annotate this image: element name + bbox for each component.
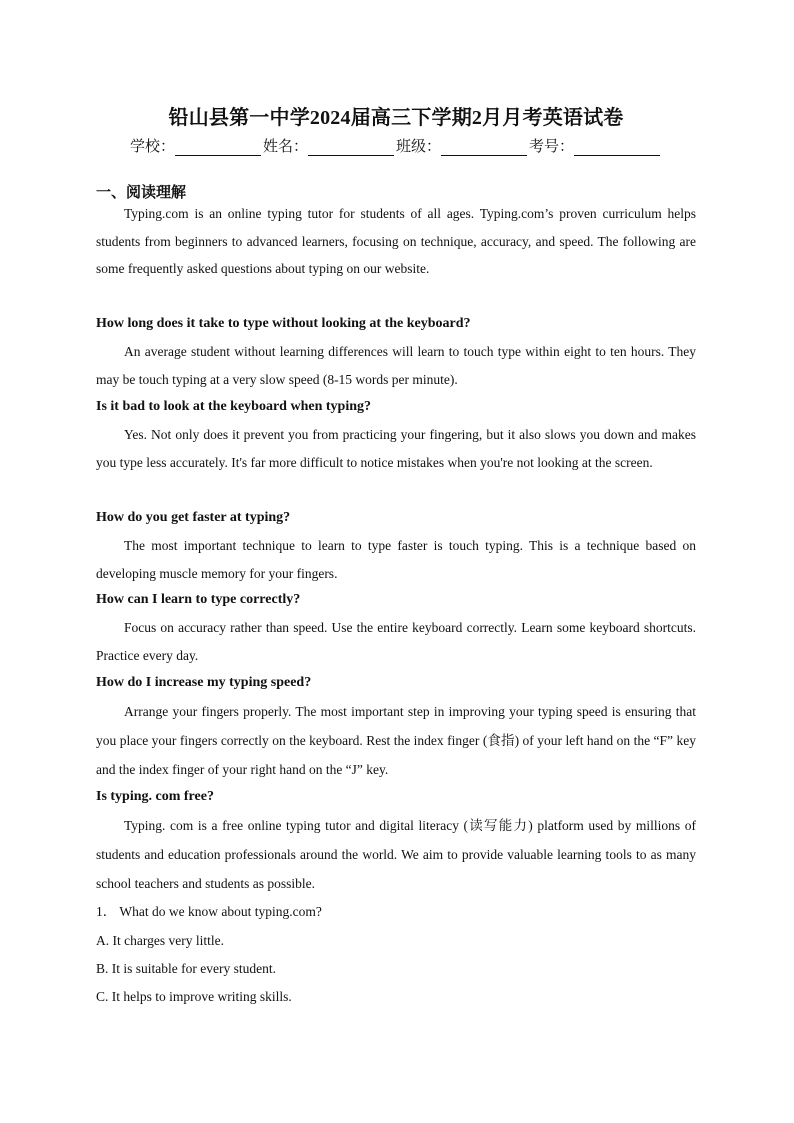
exam-title: 铅山县第一中学2024届高三下学期2月月考英语试卷 [168, 107, 624, 129]
passage-intro-block [96, 200, 696, 283]
school-label: 学校： [129, 139, 175, 155]
faq-answer: An average student without learning differences will learn to touch type within eight to ten hours. They may be touch typing at a very slow speed (8-15 words per minute). [96, 344, 696, 387]
faq-item [96, 314, 696, 393]
number-blank[interactable] [574, 141, 660, 156]
faq-question: Is it bad to look at the keyboard when typing? [96, 399, 371, 414]
faq-answer: Arrange your fingers properly. The most important step in improving your typing speed is ensuring that you place your fingers correctly on the keyboard. Rest the index finger (食指) of your left hand on the “F” key and the index finger of your right hand on the “J” key. [96, 704, 696, 777]
name-blank[interactable] [308, 141, 394, 156]
number-label: 考号： [529, 139, 575, 155]
faq-answer: Typing. com is a free online typing tutor and digital literacy (读写能力) platform used by millions of students and education professionals around the world. We aim to provide valuable learning tools to as many school teachers and students as possible. [96, 818, 696, 891]
faq-answer: Yes. Not only does it prevent you from practicing your fingering, but it also slows you down and makes you type less accurately. It's far more difficult to notice mistakes when you're not looking at the screen. [96, 427, 696, 470]
class-label: 班级： [396, 139, 442, 155]
passage-intro: Typing.com is an online typing tutor for students of all ages. Typing.com’s proven curriculum helps students from beginners to advanced learners, focusing on technique, accuracy, and speed. The following are some frequently asked questions about typing on our website. [96, 206, 696, 276]
question-stem: 1． What do we know about typing.com? [96, 904, 322, 919]
faq-item [96, 590, 696, 669]
class-blank[interactable] [441, 141, 527, 156]
faq-question: How do you get faster at typing? [96, 510, 291, 525]
school-blank[interactable] [175, 141, 261, 156]
option-a[interactable]: A. It charges very little. [96, 933, 224, 948]
question-block [96, 902, 696, 1007]
option-c[interactable]: C. It helps to improve writing skills. [96, 989, 292, 1004]
faq-answer: The most important technique to learn to type faster is touch typing. This is a technique based on developing muscle memory for your fingers. [96, 538, 696, 581]
faq-item [96, 508, 696, 587]
option-b[interactable]: B. It is suitable for every student. [96, 961, 276, 976]
faq-question: Is typing. com free? [96, 789, 214, 804]
faq-item [96, 787, 696, 898]
faq-question: How long does it take to type without looking at the keyboard? [96, 316, 471, 331]
section-heading: 一、阅读理解 [96, 185, 187, 201]
faq-answer: Focus on accuracy rather than speed. Use the entire keyboard correctly. Learn some keyboard shortcuts. Practice every day. [96, 620, 696, 663]
faq-item [96, 673, 696, 784]
student-info-line [96, 135, 696, 156]
faq-item [96, 397, 696, 476]
faq-question: How can I learn to type correctly? [96, 592, 301, 607]
faq-question: How do I increase my typing speed? [96, 675, 312, 690]
name-label: 姓名： [262, 139, 308, 155]
